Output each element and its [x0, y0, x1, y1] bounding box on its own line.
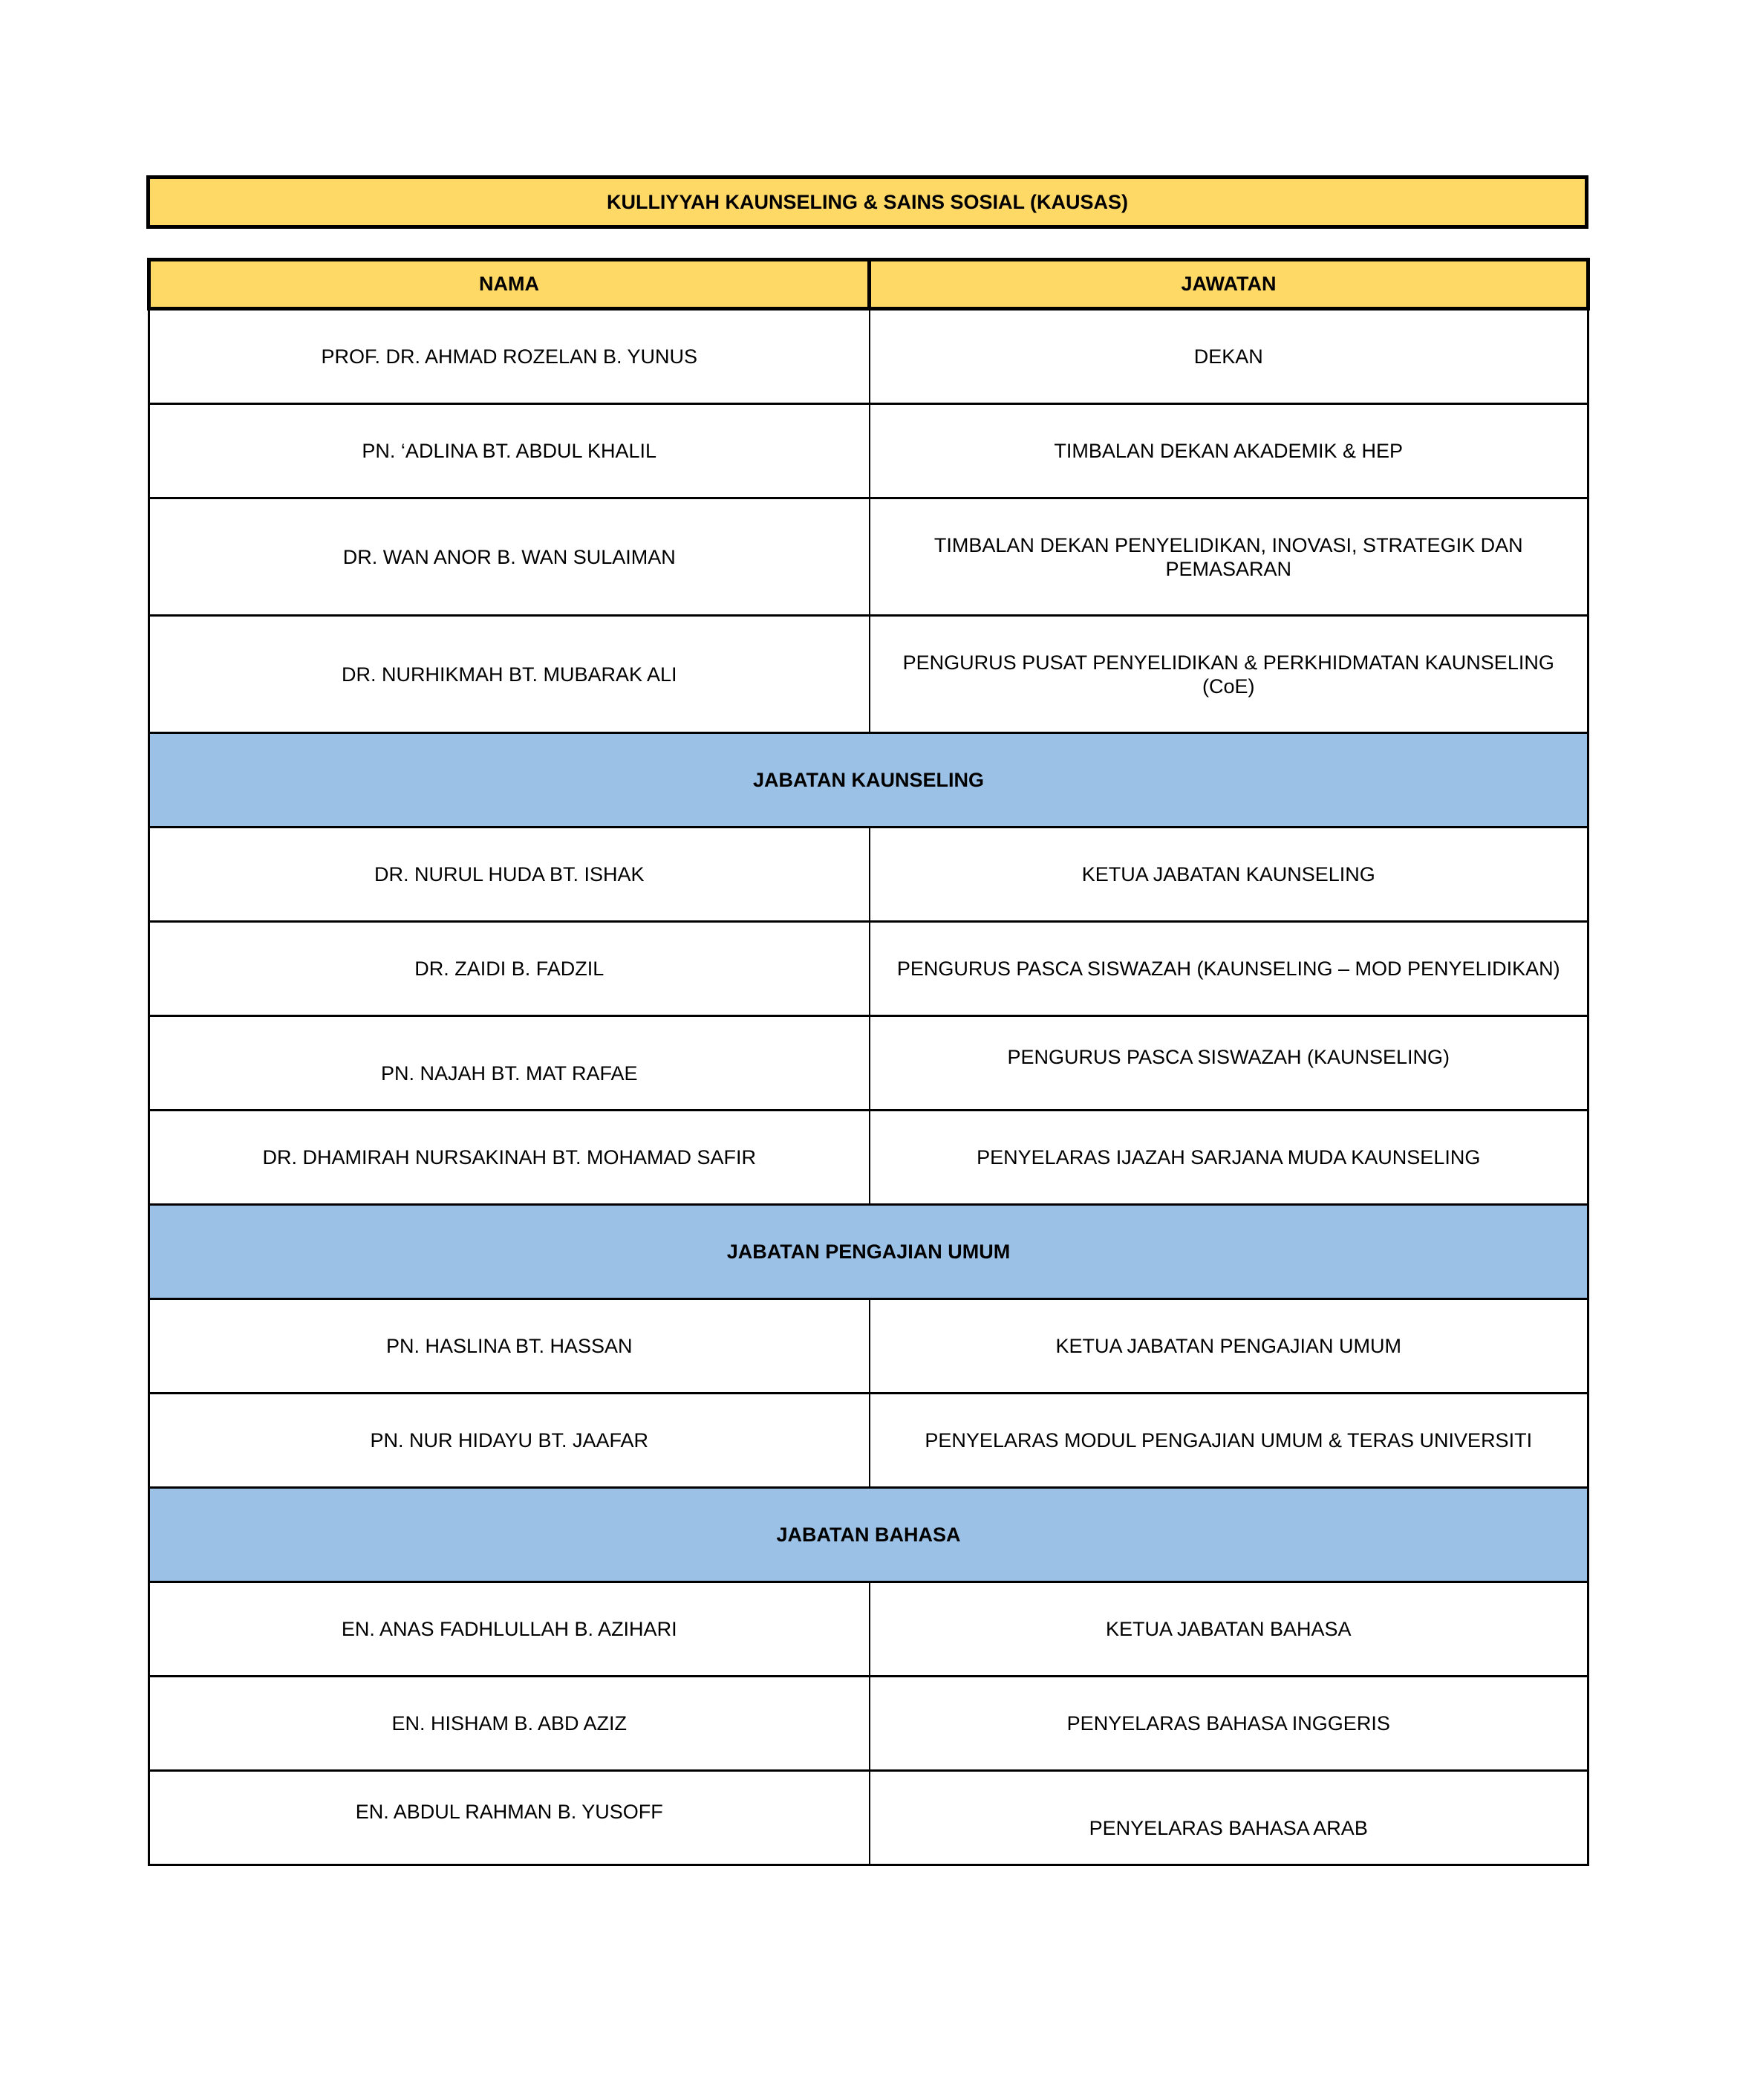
cell-name — [149, 1016, 870, 1111]
table-row — [149, 1394, 1588, 1488]
table-row — [149, 309, 1588, 404]
table-row — [149, 1299, 1588, 1394]
cell-role: PENGURUS PUSAT PENYELIDIKAN & PERKHIDMATAN KAUNSELING (CoE) — [870, 616, 1588, 733]
cell-role: DEKAN — [870, 309, 1588, 404]
cell-role: TIMBALAN DEKAN AKADEMIK & HEP — [870, 404, 1588, 498]
table-row — [149, 1771, 1588, 1865]
section-row-jabatan-pengajian-umum — [149, 1205, 1588, 1299]
cell-name: PN. HASLINA BT. HASSAN — [149, 1299, 870, 1394]
column-header-nama: NAMA — [149, 260, 870, 309]
section-label: JABATAN BAHASA — [149, 1488, 1588, 1582]
cell-name — [149, 1771, 870, 1865]
cell-role: KETUA JABATAN KAUNSELING — [870, 828, 1588, 922]
cell-name: DR. DHAMIRAH NURSAKINAH BT. MOHAMAD SAFIR — [149, 1111, 870, 1205]
cell-role-text: PENGURUS PASCA SISWAZAH (KAUNSELING) — [1007, 1046, 1450, 1068]
cell-role: KETUA JABATAN PENGAJIAN UMUM — [870, 1299, 1588, 1394]
table-row — [149, 1677, 1588, 1771]
cell-role: KETUA JABATAN BAHASA — [870, 1582, 1588, 1677]
table-row — [149, 1111, 1588, 1205]
cell-name: DR. ZAIDI B. FADZIL — [149, 922, 870, 1016]
table-row — [149, 498, 1588, 616]
cell-name: DR. NURUL HUDA BT. ISHAK — [149, 828, 870, 922]
cell-role: TIMBALAN DEKAN PENYELIDIKAN, INOVASI, STRATEGIK DAN PEMASARAN — [870, 498, 1588, 616]
cell-name: EN. ANAS FADHLULLAH B. AZIHARI — [149, 1582, 870, 1677]
table-header-row — [149, 260, 1588, 309]
cell-role: PENYELARAS MODUL PENGAJIAN UMUM & TERAS UNIVERSITI — [870, 1394, 1588, 1488]
table-row — [149, 922, 1588, 1016]
table-row — [149, 1582, 1588, 1677]
column-header-jawatan: JAWATAN — [870, 260, 1588, 309]
cell-role — [870, 1016, 1588, 1111]
section-row-jabatan-kaunseling — [149, 733, 1588, 828]
section-label: JABATAN KAUNSELING — [149, 733, 1588, 828]
cell-name-text: EN. ABDUL RAHMAN B. YUSOFF — [355, 1801, 663, 1823]
table-row — [149, 616, 1588, 733]
cell-role: PENYELARAS BAHASA INGGERIS — [870, 1677, 1588, 1771]
cell-role — [870, 1771, 1588, 1865]
cell-role-text: PENYELARAS BAHASA ARAB — [1089, 1817, 1368, 1839]
cell-name: PN. NUR HIDAYU BT. JAAFAR — [149, 1394, 870, 1488]
cell-name-text: PN. NAJAH BT. MAT RAFAE — [380, 1062, 638, 1085]
cell-name: PROF. DR. AHMAD ROZELAN B. YUNUS — [149, 309, 870, 404]
cell-role: PENYELARAS IJAZAH SARJANA MUDA KAUNSELING — [870, 1111, 1588, 1205]
cell-name: EN. HISHAM B. ABD AZIZ — [149, 1677, 870, 1771]
page-title: KULLIYYAH KAUNSELING & SAINS SOSIAL (KAUSAS) — [146, 175, 1588, 229]
section-row-jabatan-bahasa — [149, 1488, 1588, 1582]
staff-table — [147, 258, 1590, 1866]
table-row — [149, 828, 1588, 922]
cell-name: PN. ‘ADLINA BT. ABDUL KHALIL — [149, 404, 870, 498]
cell-name: DR. WAN ANOR B. WAN SULAIMAN — [149, 498, 870, 616]
table-row — [149, 404, 1588, 498]
section-label: JABATAN PENGAJIAN UMUM — [149, 1205, 1588, 1299]
cell-name: DR. NURHIKMAH BT. MUBARAK ALI — [149, 616, 870, 733]
cell-role: PENGURUS PASCA SISWAZAH (KAUNSELING – MOD PENYELIDIKAN) — [870, 922, 1588, 1016]
table-row — [149, 1016, 1588, 1111]
